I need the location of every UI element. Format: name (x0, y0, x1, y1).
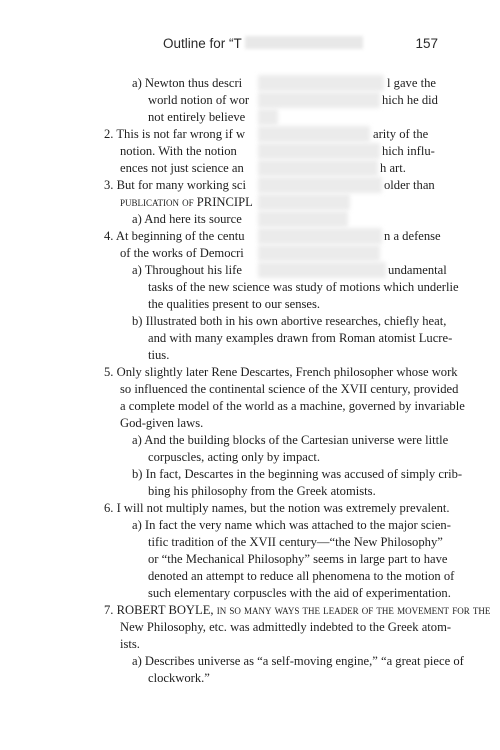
outline-line: bing his philosophy from the Greek atomists. (148, 484, 376, 498)
redaction-block (258, 160, 378, 176)
redacted-title-fragment (245, 36, 363, 49)
page-number: 157 (415, 36, 438, 51)
redaction-block (258, 228, 382, 244)
redaction-block (258, 75, 384, 91)
outline-line: a complete model of the world as a machine, governed by invariable (120, 399, 465, 413)
redaction-block (258, 262, 386, 278)
outline-line: tific tradition of the XVII century—“the New Philosophy” (148, 535, 443, 549)
outline-line: God-given laws. (120, 416, 204, 430)
outline-line: a) In fact the very name which was attached to the major scien- (132, 518, 451, 532)
redaction-block (258, 177, 382, 193)
outline-line: such elementary corpuscles with the aid of experimentation. (148, 586, 451, 600)
outline-line: ists. (120, 637, 140, 651)
outline-line-end: undamental (388, 263, 447, 277)
outline-line: tasks of the new science was study of motions which underlie (148, 280, 459, 294)
outline-line: 5. Only slightly later Rene Descartes, French philosopher whose work (104, 365, 458, 379)
running-title: Outline for “T (163, 36, 363, 51)
outline-line: 6. I will not multiply names, but the notion was extremely prevalent. (104, 501, 450, 515)
outline-line: and with many examples drawn from Roman atomist Lucre- (148, 331, 453, 345)
outline-line: tius. (148, 348, 170, 362)
outline-line-end: older than (384, 178, 435, 192)
outline-line: corpuscles, acting only by impact. (148, 450, 321, 464)
running-header (0, 36, 500, 56)
outline-line: notion. With the notion (120, 144, 237, 158)
redaction-block (258, 211, 348, 227)
outline-line: of the works of Democri (120, 246, 244, 260)
outline-line: not entirely believe (148, 110, 246, 124)
outline-line-end: arity of the (373, 127, 429, 141)
redaction-block (258, 245, 380, 261)
outline-line: world notion of wor (148, 93, 250, 107)
outline-line: 7. ROBERT BOYLE, in so many ways the leader of the movement for the (104, 603, 491, 617)
outline-line: 2. This is not far wrong if w (104, 127, 246, 141)
outline-line: ences not just science an (120, 161, 244, 175)
outline-line-end: l gave the (387, 76, 436, 90)
outline-line: publication of PRINCIPL (120, 195, 253, 209)
outline-line: a) And here its source (132, 212, 242, 226)
outline-line: the qualities present to our senses. (148, 297, 321, 311)
outline-line: New Philosophy, etc. was admittedly indebted to the Greek atom- (120, 620, 452, 634)
outline-line-end: n a defense (384, 229, 441, 243)
outline-line: a) Describes universe as “a self-moving engine,” “a great piece of (132, 654, 464, 668)
redaction-block (258, 109, 278, 125)
outline-line-end: hich influ- (382, 144, 435, 158)
outline-line: a) Newton thus descri (132, 76, 243, 90)
outline-line: b) Illustrated both in his own abortive researches, chiefly heat, (132, 314, 447, 328)
outline-line: 4. At beginning of the centu (104, 229, 245, 243)
outline-line-end: hich he did (382, 93, 438, 107)
outline-line: or “the Mechanical Philosophy” seems in large part to have (148, 552, 448, 566)
outline-line: b) In fact, Descartes in the beginning was accused of simply crib- (132, 467, 463, 481)
outline-line: so influenced the continental science of the XVII century, provided (120, 382, 459, 396)
outline-line: clockwork.” (148, 671, 210, 685)
outline-line: denoted an attempt to reduce all phenomena to the motion of (148, 569, 455, 583)
outline-line: a) And the building blocks of the Cartesian universe were little (132, 433, 449, 447)
redaction-block (258, 126, 370, 142)
redaction-block (258, 143, 380, 159)
outline-line-end: h art. (380, 161, 406, 175)
redaction-block (258, 92, 380, 108)
outline-line: a) Throughout his life (132, 263, 242, 277)
outline-line: 3. But for many working sci (104, 178, 247, 192)
redaction-block (258, 194, 350, 210)
